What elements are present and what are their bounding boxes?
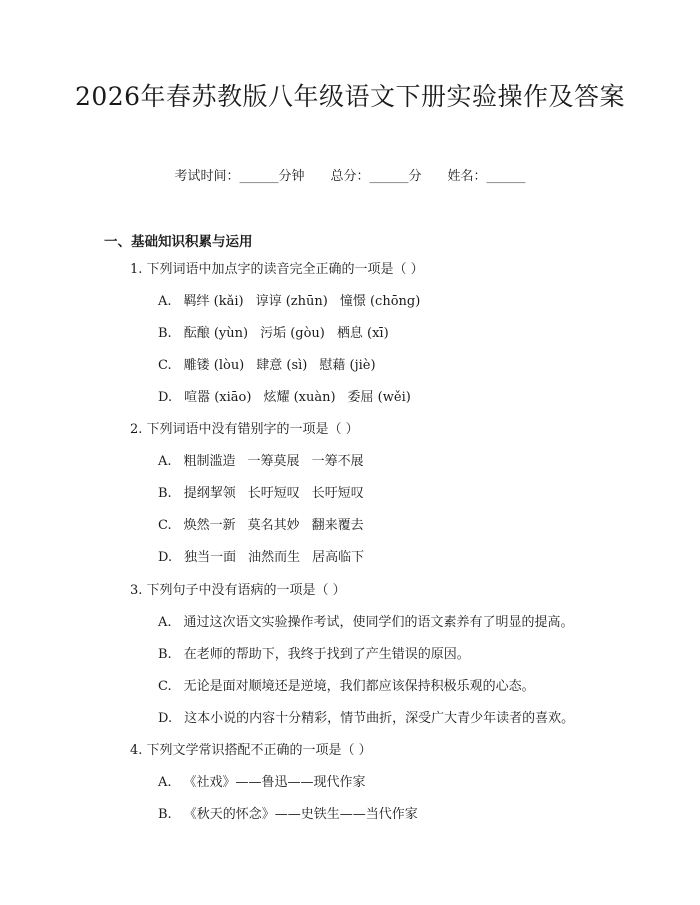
question-4-option-a: A. 《社戏》——鲁迅——现代作家 bbox=[158, 775, 366, 790]
question-2-option-a: A. 粗制滥造 一筹莫展 一筹不展 bbox=[158, 454, 364, 469]
question-3-stem: 3. 下列句子中没有语病的一项是（ ） bbox=[130, 583, 346, 598]
question-3-option-d: D. 这本小说的内容十分精彩，情节曲折，深受广大青少年读者的喜欢。 bbox=[158, 711, 575, 726]
page-title: 2026年春苏教版八年级语文下册实验操作及答案 bbox=[74, 82, 626, 111]
student-name-field: 姓名：______ bbox=[447, 169, 526, 184]
question-3-option-b: B. 在老师的帮助下，我终于找到了产生错误的原因。 bbox=[158, 647, 470, 662]
exam-time-field: 考试时间：______分钟 bbox=[174, 169, 305, 184]
question-3-option-c: C. 无论是面对顺境还是逆境，我们都应该保持积极乐观的心态。 bbox=[158, 679, 535, 694]
question-2-option-b: B. 提纲挈领 长吁短叹 长吁短叹 bbox=[158, 486, 364, 501]
question-2-option-c: C. 焕然一新 莫名其妙 翻来覆去 bbox=[158, 518, 364, 533]
exam-meta bbox=[0, 168, 700, 186]
question-2-stem: 2. 下列词语中没有错别字的一项是（ ） bbox=[130, 422, 359, 437]
question-1-option-a: A. 羁绊 (kǎi) 谆谆 (zhūn) 憧憬 (chōng) bbox=[158, 294, 421, 309]
question-1-stem: 1. 下列词语中加点字的读音完全正确的一项是（ ） bbox=[130, 262, 424, 277]
question-1-option-d: D. 喧嚣 (xiāo) 炫耀 (xuàn) 委屈 (wěi) bbox=[158, 390, 411, 405]
question-1-option-b: B. 酝酿 (yùn) 污垢 (gòu) 栖息 (xī) bbox=[158, 326, 389, 341]
question-4-option-b: B. 《秋天的怀念》——史铁生——当代作家 bbox=[158, 807, 418, 822]
question-3-option-a: A. 通过这次语文实验操作考试，使同学们的语文素养有了明显的提高。 bbox=[158, 615, 574, 630]
total-score-field: 总分：______分 bbox=[330, 169, 422, 184]
question-2-option-d: D. 独当一面 油然而生 居高临下 bbox=[158, 550, 365, 565]
section-heading: 一、基础知识积累与运用 bbox=[104, 234, 253, 250]
question-4-stem: 4. 下列文学常识搭配不正确的一项是（ ） bbox=[130, 743, 372, 758]
question-1-option-c: C. 雕镂 (lòu) 肆意 (sì) 慰藉 (jiè) bbox=[158, 358, 376, 373]
